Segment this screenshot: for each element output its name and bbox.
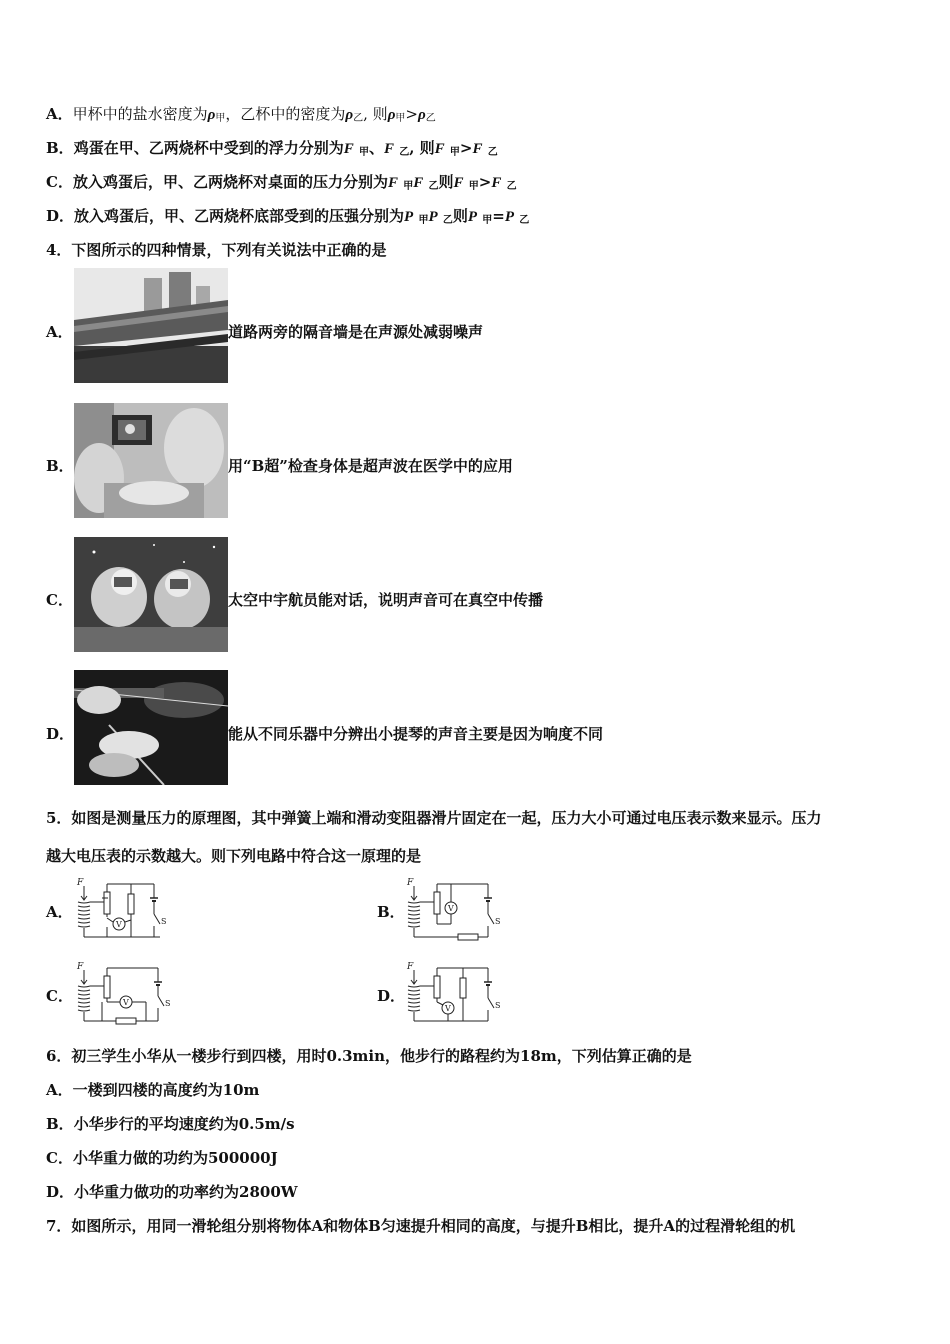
circuit-b-force-label: F bbox=[407, 878, 414, 888]
q4-option-a-text: 道路两旁的隔音墙是在声源处减弱噪声 bbox=[228, 323, 484, 341]
q3-option-d: D．放入鸡蛋后，甲、乙两烧杯底部受到的压强分别为P $_甲$P $_乙$则P $_甲$=P $_乙$ bbox=[46, 207, 530, 226]
circuit-a-voltmeter-label: V bbox=[116, 920, 122, 929]
circuit-b-switch-label: S bbox=[495, 917, 501, 926]
q4-stem: 4．下图所示的四种情景，下列有关说法中正确的是 bbox=[46, 241, 387, 259]
q3-option-b: B．鸡蛋在甲、乙两烧杯中受到的浮力分别为F $_甲$、F $_乙$, 则F $_甲$>F $_乙$ bbox=[46, 139, 498, 158]
q5-option-d-label: D． bbox=[377, 987, 406, 1005]
circuit-a-force-label: F bbox=[77, 878, 84, 888]
circuit-c-diagram bbox=[72, 958, 172, 1028]
q4-option-c-label: C． bbox=[46, 591, 73, 609]
circuit-a-switch-label: S bbox=[161, 917, 167, 926]
astronauts-photo bbox=[74, 537, 228, 652]
circuit-b-diagram bbox=[402, 874, 502, 944]
q6-option-d: D．小华重力做功的功率约为2800W bbox=[46, 1183, 298, 1201]
circuit-c-voltmeter-label: V bbox=[123, 998, 129, 1007]
q5-stem-line1: 5．如图是测量压力的原理图，其中弹簧上端和滑动变阻器滑片固定在一起，压力大小可通过电压表示数来显示。压力 bbox=[46, 809, 822, 827]
q6-stem: 6．初三学生小华从一楼步行到四楼，用时0.3min，他步行的路程约为18m，下列估算正确的是 bbox=[46, 1047, 692, 1065]
q3-option-a: A．甲杯中的盐水密度为$\rho_甲$，乙杯中的密度为$\rho_乙$, 则$\rho_甲>\rho_乙$ bbox=[46, 105, 436, 124]
q5-option-b-label: B． bbox=[377, 903, 405, 921]
circuit-a-diagram bbox=[72, 874, 172, 944]
q4-option-a-label: A． bbox=[46, 323, 73, 341]
q5-stem-line2: 越大电压表的示数越大。则下列电路中符合这一原理的是 bbox=[46, 847, 422, 865]
q4-option-b-text: 用“B超”检查身体是超声波在医学中的应用 bbox=[228, 457, 513, 475]
q4-option-c-text: 太空中宇航员能对话，说明声音可在真空中传播 bbox=[228, 591, 544, 609]
circuit-b-voltmeter-label: V bbox=[448, 904, 454, 913]
q4-option-b-label: B． bbox=[46, 457, 74, 475]
circuit-d-switch-label: S bbox=[495, 1001, 501, 1010]
circuit-d-voltmeter-label: V bbox=[445, 1004, 451, 1013]
circuit-c-force-label: F bbox=[77, 962, 84, 972]
circuit-d-diagram bbox=[402, 958, 502, 1028]
q6-option-c: C．小华重力做的功约为500000J bbox=[46, 1149, 278, 1167]
circuit-d-force-label: F bbox=[407, 962, 414, 972]
q4-option-d-text: 能从不同乐器中分辨出小提琴的声音主要是因为响度不同 bbox=[228, 725, 604, 743]
q6-option-a: A．一楼到四楼的高度约为10m bbox=[46, 1081, 260, 1099]
q5-option-a-label: A． bbox=[46, 903, 73, 921]
q5-option-c-label: C． bbox=[46, 987, 73, 1005]
q4-option-d-label: D． bbox=[46, 725, 75, 743]
q3-option-c: C．放入鸡蛋后，甲、乙两烧杯对桌面的压力分别为F $_甲$F $_乙$则F $_甲$>F $_乙$ bbox=[46, 173, 517, 192]
circuit-c-switch-label: S bbox=[165, 999, 171, 1008]
sound-barrier-wall-photo bbox=[74, 268, 228, 383]
violin-photo bbox=[74, 670, 228, 785]
q7-stem: 7．如图所示，用同一滑轮组分别将物体A和物体B匀速提升相同的高度，与提升B相比，提升A的过程滑轮组的机 bbox=[46, 1217, 796, 1235]
q6-option-b: B．小华步行的平均速度约为0.5m/s bbox=[46, 1115, 295, 1133]
b-ultrasound-photo bbox=[74, 403, 228, 518]
